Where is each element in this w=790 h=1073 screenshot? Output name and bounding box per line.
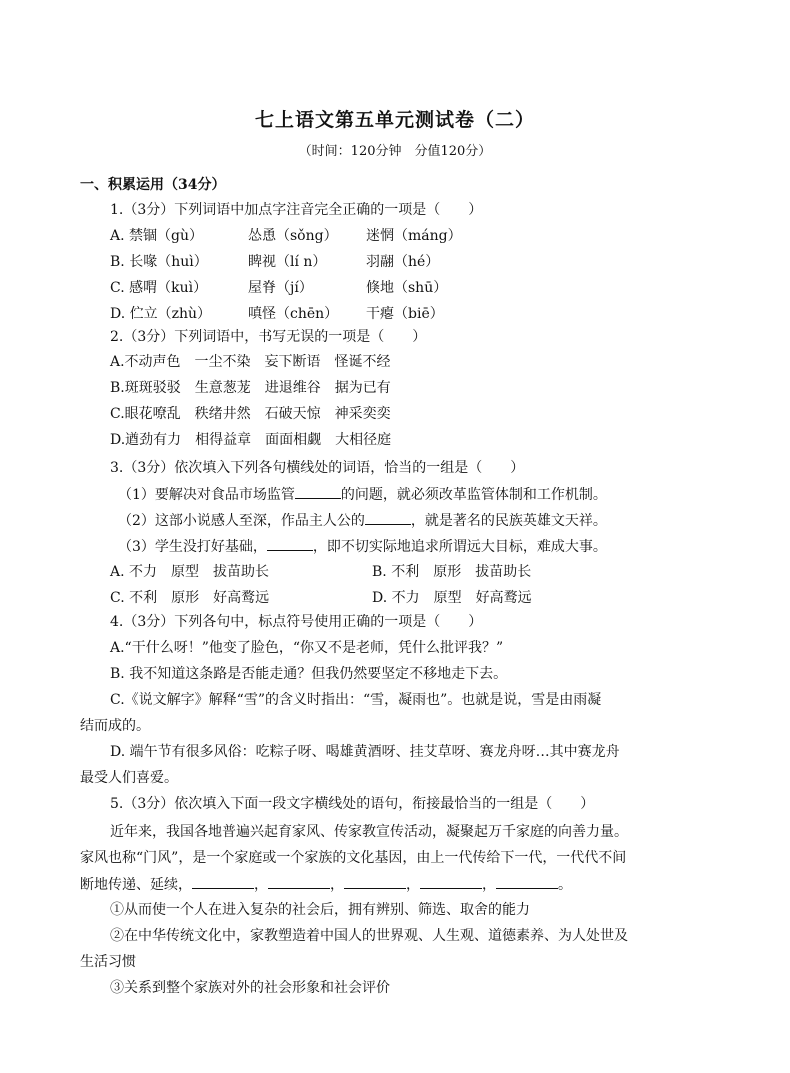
- q5-passage-line3: [80, 874, 720, 895]
- q3-s2-part1: （2）这部小说感人至深，作品主人公的: [118, 513, 365, 529]
- q1-b-word2: 睥视（lí n）: [248, 254, 327, 270]
- q5-blank-1: [192, 874, 254, 889]
- q3-s3-part1: （3）学生没打好基础，: [118, 539, 267, 555]
- q3-s1-part2: 的问题，就必须改革监管体制和工作机制。: [340, 487, 607, 503]
- question-2-stem: 2.（3分）下列词语中，书写无误的一项是（ ）: [110, 329, 427, 345]
- q1-d-word1: D. 伫立（zhù）: [110, 306, 212, 322]
- q5-blank-4: [420, 874, 482, 889]
- q1-d-word3: 干瘪（biē）: [366, 306, 444, 322]
- q5-end: 。: [558, 877, 572, 893]
- section-heading: 一、积累运用（34分）: [80, 177, 226, 193]
- q2-option-c: C.眼花嘹乱 秩绪井然 石破天惊 神采奕奕: [110, 406, 391, 422]
- q1-a-word1: A. 禁锢（gù）: [110, 228, 203, 244]
- q5-passage-line2: 家风也称“门风”，是一个家庭或一个家族的文化基因，由上一代传给下一代，一代代不间: [80, 850, 627, 866]
- q1-c-word2: 屋脊（jí）: [248, 280, 313, 296]
- q1-d-word2: 嗔怪（chēn）: [248, 306, 339, 322]
- q5-sentence-1: ①从而使一个人在进入复杂的社会后，拥有辨别、筛选、取舍的能力: [110, 902, 530, 918]
- q4-option-c-line1: C.《说文解字》解释“雪”的含义时指出：“雪，凝雨也”。也就是说，雪是由雨凝: [110, 692, 602, 708]
- q1-b-word1: B. 长喙（huì）: [110, 254, 208, 270]
- q5-sep-2: ，: [330, 877, 344, 893]
- q3-sentence-2: [118, 510, 758, 531]
- q3-option-d: D. 不力 原型 好高鹜远: [372, 590, 532, 606]
- q5-passage-line1: 近年来，我国各地普遍兴起育家风、传家教宣传活动，凝聚起万千家庭的向善力量。: [110, 824, 628, 840]
- q1-b-word3: 羽翮（hé）: [366, 254, 440, 270]
- q5-sentence-2-line2: 生活习惯: [80, 954, 136, 970]
- q5-blank-2: [268, 874, 330, 889]
- q3-option-c: C. 不利 原形 好高鹜远: [110, 590, 270, 606]
- q5-sep-4: ，: [482, 877, 496, 893]
- question-4-stem: 4.（3分）下列各句中，标点符号使用正确的一项是（ ）: [110, 614, 483, 630]
- question-3-stem: 3.（3分）依次填入下列各句横线处的词语，恰当的一组是（ ）: [110, 460, 525, 476]
- q1-a-word2: 怂恿（sǒng）: [248, 228, 338, 244]
- q5-passage-line3-text: 断地传递、延续，: [80, 877, 192, 893]
- q3-s3-part2: ，即不切实际地追求所谓远大目标，难成大事。: [312, 539, 607, 555]
- q2-option-a: A.不动声色 一尘不染 妄下断语 怪诞不经: [110, 354, 391, 370]
- q4-option-c-line2: 结而成的。: [80, 718, 150, 734]
- q3-blank-1: [295, 484, 341, 499]
- q3-s1-part1: （1）要解决对食品市场监管: [118, 487, 295, 503]
- q5-sep-1: ，: [254, 877, 268, 893]
- page-subtitle: （时间：120分钟 分值120分）: [298, 144, 492, 159]
- q5-blank-3: [344, 874, 406, 889]
- question-5-stem: 5.（3分）依次填入下面一段文字横线处的语句，衔接最恰当的一组是（ ）: [110, 796, 595, 812]
- q2-option-d: D.遒劲有力 相得益章 面面相觑 大相径庭: [110, 432, 392, 448]
- q3-option-b: B. 不利 原形 拔苗助长: [372, 564, 532, 580]
- q4-option-d-line1: D. 端午节有很多风俗：吃粽子呀、喝雄黄酒呀、挂艾草呀、赛龙舟呀…其中赛龙舟: [110, 744, 620, 760]
- q4-option-d-line2: 最受人们喜爱。: [80, 770, 178, 786]
- q5-sentence-2-line1: ②在中华传统文化中，家教塑造着中国人的世界观、人生观、道德素养、为人处世及: [110, 928, 628, 944]
- q3-option-a: A. 不力 原型 拔苗助长: [110, 564, 270, 580]
- q3-blank-2: [365, 510, 411, 525]
- q1-c-word1: C. 感喟（kuì）: [110, 280, 208, 296]
- q3-sentence-3: [118, 536, 758, 557]
- q3-s2-part2: ，就是著名的民族英雄文天祥。: [410, 513, 607, 529]
- q1-a-word3: 迷惘（máng）: [366, 228, 462, 244]
- q2-option-b: B.斑斑驳驳 生意葱茏 进退维谷 据为已有: [110, 380, 391, 396]
- q4-option-a: A.“干什么呀！”他变了脸色，“你又不是老师，凭什么批评我？”: [110, 640, 504, 656]
- q1-c-word3: 倏地（shū）: [366, 280, 448, 296]
- q5-sentence-3: ③关系到整个家族对外的社会形象和社会评价: [110, 980, 390, 996]
- q3-sentence-1: [118, 484, 758, 505]
- question-1-stem: 1.（3分）下列词语中加点字注音完全正确的一项是（ ）: [110, 202, 483, 218]
- q4-option-b: B. 我不知道这条路是否能走通？但我仍然要坚定不移地走下去。: [110, 666, 508, 682]
- q5-sep-3: ，: [406, 877, 420, 893]
- q3-blank-3: [267, 536, 313, 551]
- q5-blank-5: [496, 874, 558, 889]
- page-title: 七上语文第五单元测试卷（二）: [254, 109, 535, 131]
